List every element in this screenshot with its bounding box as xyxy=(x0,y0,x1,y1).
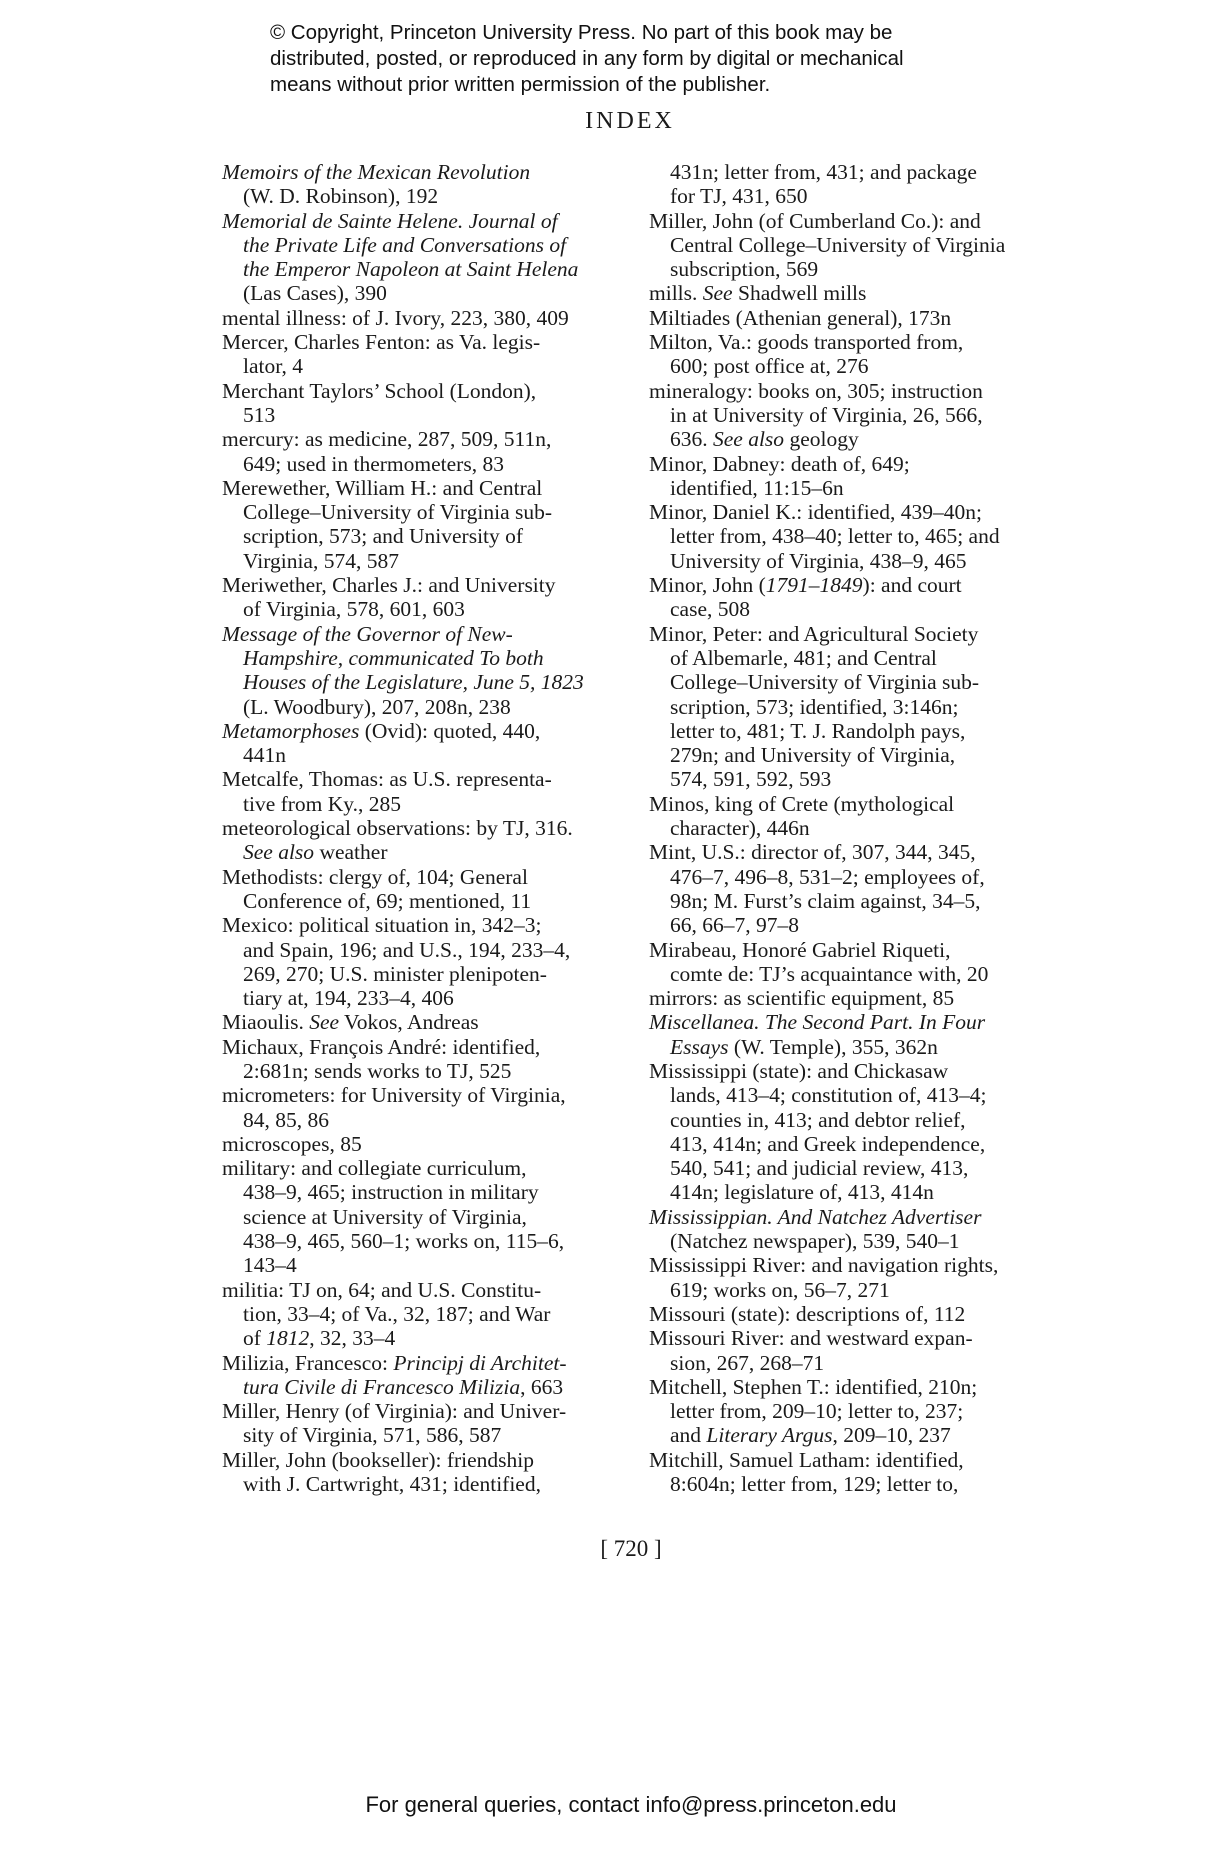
index-line xyxy=(222,1229,632,1253)
index-text: 513 xyxy=(243,402,276,427)
index-italic-text: Literary Argus xyxy=(706,1423,833,1448)
index-line xyxy=(649,1423,1069,1447)
index-italic-text: Houses of the Legislature, June 5, 1823 xyxy=(243,670,584,695)
index-text: counties in, 413; and debtor relief, xyxy=(670,1107,966,1132)
index-text: letter from, 209–10; letter to, 237; xyxy=(670,1399,964,1424)
index-text: , 209–10, 237 xyxy=(832,1423,951,1448)
index-line xyxy=(222,865,632,889)
page-number: [ 720 ] xyxy=(600,1536,662,1561)
index-line xyxy=(649,1375,1069,1399)
index-line xyxy=(222,1351,632,1375)
index-text: (Las Cases), 390 xyxy=(243,281,387,306)
index-line xyxy=(649,986,1069,1010)
index-text: geology xyxy=(784,427,859,452)
index-line xyxy=(222,962,632,986)
index-line xyxy=(222,1302,632,1326)
index-line xyxy=(649,1326,1069,1350)
index-line xyxy=(222,1132,632,1156)
index-line xyxy=(649,622,1069,646)
index-line xyxy=(649,1229,1069,1253)
index-line xyxy=(649,1156,1069,1180)
index-italic-text: 1791–1849 xyxy=(765,573,863,598)
index-text: mental illness: of J. Ivory, 223, 380, 409 xyxy=(222,305,569,330)
index-text: tion, 33–4; of Va., 32, 187; and War xyxy=(243,1301,551,1326)
index-line xyxy=(222,403,632,427)
index-line xyxy=(649,889,1069,913)
index-text: (Ovid): quoted, 440, xyxy=(359,718,541,743)
index-line xyxy=(222,840,632,864)
index-line xyxy=(649,403,1069,427)
index-line xyxy=(649,597,1069,621)
index-line xyxy=(222,427,632,451)
index-line xyxy=(649,816,1069,840)
index-text: letter from, 438–40; letter to, 465; and xyxy=(670,524,1000,549)
index-text: Missouri River: and westward expan- xyxy=(649,1326,973,1351)
index-text: Mississippi River: and navigation rights, xyxy=(649,1253,999,1278)
index-text: Central College–University of Virginia xyxy=(670,232,1006,257)
index-text: Milizia, Francesco: xyxy=(222,1350,394,1375)
index-text: lands, 413–4; constitution of, 413–4; xyxy=(670,1083,987,1108)
index-text: Shadwell mills xyxy=(732,281,867,306)
index-line xyxy=(222,646,632,670)
index-line xyxy=(222,233,632,257)
index-text: Minor, Dabney: death of, 649; xyxy=(649,451,910,476)
index-text: identified, 11:15–6n xyxy=(670,475,844,500)
index-text: letter to, 481; T. J. Randolph pays, xyxy=(670,718,966,743)
index-line xyxy=(649,962,1069,986)
index-text: 619; works on, 56–7, 271 xyxy=(670,1277,890,1302)
index-text: 476–7, 496–8, 531–2; employees of, xyxy=(670,864,985,889)
index-line xyxy=(222,573,632,597)
index-column-right xyxy=(649,160,1069,1496)
index-text: Mexico: political situation in, 342–3; xyxy=(222,913,542,938)
index-line xyxy=(649,1205,1069,1229)
index-text: case, 508 xyxy=(670,597,750,622)
index-text: 414n; legislature of, 413, 414n xyxy=(670,1180,934,1205)
index-line xyxy=(649,1035,1069,1059)
index-text: Miltiades (Athenian general), 173n xyxy=(649,305,952,330)
index-text: Milton, Va.: goods transported from, xyxy=(649,330,964,355)
index-line xyxy=(222,889,632,913)
index-line xyxy=(222,1083,632,1107)
index-text: micrometers: for University of Virginia, xyxy=(222,1083,566,1108)
index-line xyxy=(649,792,1069,816)
index-text: 438–9, 465; instruction in military xyxy=(243,1180,539,1205)
index-text: Conference of, 69; mentioned, 11 xyxy=(243,888,532,913)
index-text: 269, 270; U.S. minister plenipoten- xyxy=(243,961,547,986)
index-text: Mitchill, Samuel Latham: identified, xyxy=(649,1447,964,1472)
index-italic-text: the Private Life and Conversations of xyxy=(243,232,567,257)
index-italic-text: 1812 xyxy=(266,1326,310,1351)
index-line xyxy=(649,865,1069,889)
index-text: in at University of Virginia, 26, 566, xyxy=(670,402,983,427)
footer-contact: For general queries, contact info@press.princeton.edu xyxy=(365,1792,897,1817)
copyright-line: means without prior written permission of the publisher. xyxy=(270,73,771,96)
index-line xyxy=(222,1205,632,1229)
index-text: Mitchell, Stephen T.: identified, 210n; xyxy=(649,1374,978,1399)
index-column-left xyxy=(222,160,632,1496)
index-italic-text: Principj di Architet- xyxy=(393,1350,567,1375)
index-text: 540, 541; and judicial review, 413, xyxy=(670,1156,969,1181)
index-line xyxy=(222,670,632,694)
index-text: University of Virginia, 438–9, 465 xyxy=(670,548,967,573)
index-line xyxy=(649,330,1069,354)
index-text: Mirabeau, Honoré Gabriel Riqueti, xyxy=(649,937,951,962)
index-line xyxy=(649,452,1069,476)
index-text: , 663 xyxy=(520,1374,564,1399)
index-line xyxy=(649,1180,1069,1204)
index-text: 413, 414n; and Greek independence, xyxy=(670,1131,986,1156)
index-line xyxy=(649,1472,1069,1496)
index-text: Mercer, Charles Fenton: as Va. legis- xyxy=(222,330,541,355)
index-line xyxy=(649,427,1069,451)
index-line xyxy=(649,233,1069,257)
index-line xyxy=(222,330,632,354)
index-text: Miaoulis. xyxy=(222,1010,310,1035)
index-line xyxy=(649,1253,1069,1277)
copyright-line: © Copyright, Princeton University Press. No part of this book may be xyxy=(270,21,893,44)
index-line xyxy=(222,695,632,719)
index-text: 574, 591, 592, 593 xyxy=(670,767,832,792)
index-line xyxy=(222,1010,632,1034)
index-text: Virginia, 574, 587 xyxy=(243,548,399,573)
index-text: scription, 573; identified, 3:146n; xyxy=(670,694,959,719)
index-text: military: and collegiate curriculum, xyxy=(222,1156,527,1181)
index-italic-text: See also xyxy=(243,840,315,865)
index-text: (W. Temple), 355, 362n xyxy=(728,1034,938,1059)
index-text: 600; post office at, 276 xyxy=(670,354,869,379)
index-text: mills. xyxy=(649,281,703,306)
index-text: subscription, 569 xyxy=(670,257,819,282)
index-line xyxy=(222,743,632,767)
index-text: weather xyxy=(314,840,388,865)
index-text: (Natchez newspaper), 539, 540–1 xyxy=(670,1229,960,1254)
index-text: 2:681n; sends works to TJ, 525 xyxy=(243,1058,512,1083)
index-text: sity of Virginia, 571, 586, 587 xyxy=(243,1423,502,1448)
index-text: 66, 66–7, 97–8 xyxy=(670,913,799,938)
index-line xyxy=(649,938,1069,962)
index-text: with J. Cartwright, 431; identified, xyxy=(243,1472,541,1497)
index-line xyxy=(649,306,1069,330)
index-italic-text: the Emperor Napoleon at Saint Helena xyxy=(243,257,579,282)
index-text: Metcalfe, Thomas: as U.S. representa- xyxy=(222,767,552,792)
index-text: of xyxy=(243,1326,267,1351)
index-text: of Albemarle, 481; and Central xyxy=(670,645,937,670)
index-text: Mint, U.S.: director of, 307, 344, 345, xyxy=(649,840,976,865)
index-line xyxy=(222,1156,632,1180)
index-text: Missouri (state): descriptions of, 112 xyxy=(649,1301,966,1326)
index-line xyxy=(649,257,1069,281)
index-line xyxy=(649,719,1069,743)
index-line xyxy=(222,597,632,621)
index-text: Meriwether, Charles J.: and University xyxy=(222,573,556,598)
index-line xyxy=(222,622,632,646)
index-line xyxy=(649,573,1069,597)
index-text: Mississippi (state): and Chickasaw xyxy=(649,1058,949,1083)
index-italic-text: tura Civile di Francesco Milizia xyxy=(243,1374,521,1399)
index-line xyxy=(649,670,1069,694)
index-line xyxy=(222,986,632,1010)
index-text: 438–9, 465, 560–1; works on, 115–6, xyxy=(243,1229,565,1254)
index-line xyxy=(222,379,632,403)
index-line xyxy=(649,281,1069,305)
index-line xyxy=(649,1132,1069,1156)
index-line xyxy=(222,816,632,840)
index-line xyxy=(649,1059,1069,1083)
index-line xyxy=(649,913,1069,937)
index-line xyxy=(222,1278,632,1302)
index-line xyxy=(649,1108,1069,1132)
index-line xyxy=(222,476,632,500)
index-line xyxy=(222,1423,632,1447)
index-italic-text: Message of the Governor of New- xyxy=(222,621,513,646)
index-text: Methodists: clergy of, 104; General xyxy=(222,864,528,889)
index-line xyxy=(222,524,632,548)
index-line xyxy=(222,500,632,524)
index-line xyxy=(649,743,1069,767)
index-text: science at University of Virginia, xyxy=(243,1204,527,1229)
index-text: 441n xyxy=(243,743,286,768)
index-text: comte de: TJ’s acquaintance with, 20 xyxy=(670,961,989,986)
index-text: of Virginia, 578, 601, 603 xyxy=(243,597,465,622)
index-line xyxy=(649,1351,1069,1375)
index-text: tiary at, 194, 233–4, 406 xyxy=(243,986,454,1011)
index-text: and Spain, 196; and U.S., 194, 233–4, xyxy=(243,937,571,962)
index-line xyxy=(649,1399,1069,1423)
index-text: 649; used in thermometers, 83 xyxy=(243,451,504,476)
index-text: Merchant Taylors’ School (London), xyxy=(222,378,537,403)
index-text: Minor, John ( xyxy=(649,573,766,598)
index-text: (L. Woodbury), 207, 208n, 238 xyxy=(243,694,511,719)
index-text: mineralogy: books on, 305; instruction xyxy=(649,378,983,403)
index-italic-text: Memoirs of the Mexican Revolution xyxy=(222,160,531,184)
index-text: sion, 267, 268–71 xyxy=(670,1350,825,1375)
index-italic-text: See xyxy=(309,1010,340,1035)
index-line xyxy=(649,1010,1069,1034)
index-italic-text: Miscellanea. The Second Part. In Four xyxy=(649,1010,986,1035)
index-line xyxy=(222,1180,632,1204)
index-text: 279n; and University of Virginia, xyxy=(670,743,956,768)
index-line xyxy=(222,184,632,208)
index-italic-text: See xyxy=(702,281,733,306)
index-line xyxy=(649,1083,1069,1107)
index-text: (W. D. Robinson), 192 xyxy=(243,184,439,209)
index-text: meteorological observations: by TJ, 316. xyxy=(222,816,573,841)
index-line xyxy=(222,306,632,330)
index-line xyxy=(222,938,632,962)
index-line xyxy=(222,160,632,184)
index-line xyxy=(222,1375,632,1399)
index-line xyxy=(649,1448,1069,1472)
index-line xyxy=(222,209,632,233)
running-head: INDEX xyxy=(585,108,675,134)
index-text: lator, 4 xyxy=(243,354,304,379)
index-line xyxy=(649,379,1069,403)
index-text: and xyxy=(670,1423,707,1448)
index-line xyxy=(222,1399,632,1423)
index-text: militia: TJ on, 64; and U.S. Constitu- xyxy=(222,1277,542,1302)
index-line xyxy=(222,792,632,816)
index-text: , 32, 33–4 xyxy=(309,1326,396,1351)
index-italic-text: Essays xyxy=(670,1034,729,1059)
index-line xyxy=(649,840,1069,864)
index-line xyxy=(222,719,632,743)
index-line xyxy=(222,1472,632,1496)
index-line xyxy=(649,524,1069,548)
index-italic-text: Metamorphoses xyxy=(222,718,360,743)
index-text: ): and court xyxy=(862,573,962,598)
index-text: College–University of Virginia sub- xyxy=(243,500,553,525)
index-line xyxy=(222,913,632,937)
index-line xyxy=(222,1059,632,1083)
index-line xyxy=(649,767,1069,791)
index-text: 431n; letter from, 431; and package xyxy=(670,160,977,184)
index-line xyxy=(649,476,1069,500)
index-text: mirrors: as scientific equipment, 85 xyxy=(649,986,955,1011)
index-line xyxy=(649,500,1069,524)
index-text: scription, 573; and University of xyxy=(243,524,524,549)
index-italic-text: See also xyxy=(713,427,785,452)
index-text: 636. xyxy=(670,427,713,452)
index-text: Michaux, François André: identified, xyxy=(222,1034,541,1059)
index-line xyxy=(222,767,632,791)
index-text: Minos, king of Crete (mythological xyxy=(649,791,955,816)
index-text: 84, 85, 86 xyxy=(243,1107,329,1132)
index-text: tive from Ky., 285 xyxy=(243,791,402,816)
index-line xyxy=(649,354,1069,378)
index-text: mercury: as medicine, 287, 509, 511n, xyxy=(222,427,552,452)
index-line xyxy=(649,695,1069,719)
index-text: Vokos, Andreas xyxy=(339,1010,479,1035)
index-text: character), 446n xyxy=(670,816,810,841)
index-line xyxy=(222,257,632,281)
index-italic-text: Hampshire, communicated To both xyxy=(243,645,544,670)
index-line xyxy=(649,1278,1069,1302)
index-text: 8:604n; letter from, 129; letter to, xyxy=(670,1472,959,1497)
index-line xyxy=(222,1253,632,1277)
index-text: microscopes, 85 xyxy=(222,1131,362,1156)
index-line xyxy=(649,1302,1069,1326)
index-text: Miller, Henry (of Virginia): and Univer- xyxy=(222,1399,567,1424)
index-line xyxy=(222,1108,632,1132)
copyright-notice xyxy=(270,20,1010,98)
copyright-line: distributed, posted, or reproduced in any form by digital or mechanical xyxy=(270,47,904,70)
index-line xyxy=(222,1448,632,1472)
index-line xyxy=(222,354,632,378)
index-italic-text: Memorial de Sainte Helene. Journal of xyxy=(222,208,558,233)
index-italic-text: Mississippian. And Natchez Advertiser xyxy=(649,1204,982,1229)
index-line xyxy=(649,160,1069,184)
index-line xyxy=(222,1035,632,1059)
index-text: Minor, Daniel K.: identified, 439–40n; xyxy=(649,500,982,525)
index-text: Merewether, William H.: and Central xyxy=(222,475,543,500)
index-line xyxy=(222,452,632,476)
index-text: for TJ, 431, 650 xyxy=(670,184,808,209)
index-line xyxy=(649,549,1069,573)
index-text: College–University of Virginia sub- xyxy=(670,670,980,695)
index-line xyxy=(222,1326,632,1350)
index-text: Miller, John (of Cumberland Co.): and xyxy=(649,208,981,233)
index-line xyxy=(649,184,1069,208)
index-line xyxy=(222,549,632,573)
index-line xyxy=(222,281,632,305)
index-text: 143–4 xyxy=(243,1253,297,1278)
index-text: 98n; M. Furst’s claim against, 34–5, xyxy=(670,888,981,913)
index-text: Minor, Peter: and Agricultural Society xyxy=(649,621,979,646)
index-line xyxy=(649,209,1069,233)
index-line xyxy=(649,646,1069,670)
index-text: Miller, John (bookseller): friendship xyxy=(222,1447,535,1472)
